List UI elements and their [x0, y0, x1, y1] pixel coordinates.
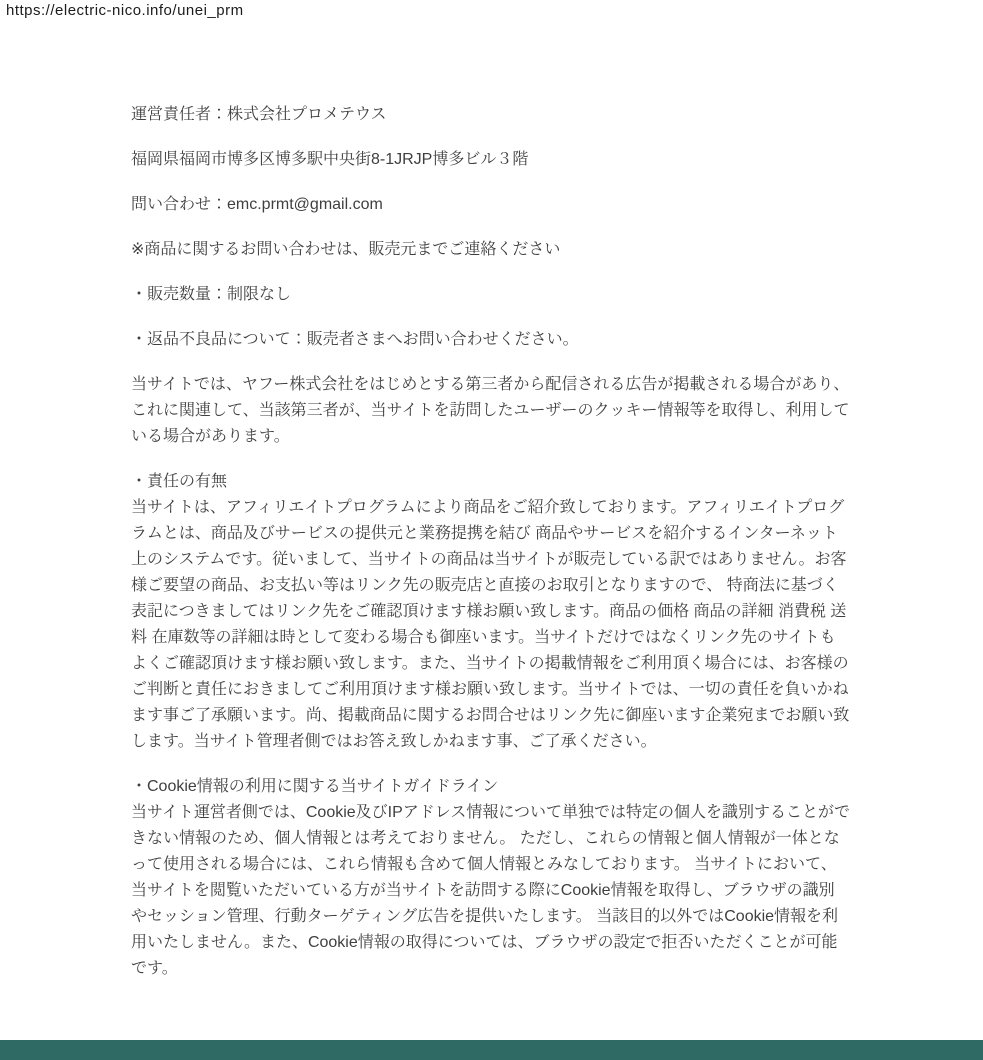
section-responsibility-body: 当サイトは、アフィリエイトプログラムにより商品をご紹介致しております。アフィリエイトプログラムとは、商品及びサービスの提供元と業務提携を結び 商品やサービスを紹介するインターネット上のシステムです。従いまして、当サイトの商品は当サイトが販売している訳ではありません。お客様ご要望の商品、お支払い等はリンク先の販売店と直接のお取引となりますので、 特商法に基づく表記につきましてはリンク先をご確認頂けます様お願い致します。商品の価格 商品の詳細 消費税 送料 在庫数等の詳細は時として変わる場合も御座います。当サイトだけではなくリンク先のサイトもよくご確認頂けます様お願い致します。また、当サイトの掲載情報をご利用頂く場合には、お客様のご判断と責任におきましてご利用頂けます様お願い致します。当サイトでは、一切の責任を負いかねます事ご了承願います。尚、掲載商品に関するお問合せはリンク先に御座います企業宛までお願い致します。当サイト管理者側ではお答え致しかねます事、ご了承ください。	[131, 499, 850, 750]
footer-bar	[0, 1040, 983, 1060]
returns-line: ・返品不良品について：販売者さまへお問い合わせください。	[131, 331, 579, 348]
sales-quantity-line: ・販売数量：制限なし	[131, 286, 292, 303]
ad-disclosure-paragraph: 当サイトでは、ヤフー株式会社をはじめとする第三者から配信される広告が掲載される場合があり、これに関連して、当該第三者が、当サイトを訪問したユーザーのクッキー情報等を取得し、利用している場合があります。	[131, 376, 850, 445]
section-cookie-heading: ・Cookie情報の利用に関する当サイトガイドライン	[131, 778, 499, 795]
page-content	[131, 22, 850, 1001]
product-inquiry-note: ※商品に関するお問い合わせは、販売元までご連絡ください	[131, 241, 561, 258]
section-cookie-body: 当サイト運営者側では、Cookie及びIPアドレス情報について単独では特定の個人を識別することができない情報のため、個人情報とは考えておりません。 ただし、これらの情報と個人情報が一体となって使用される場合には、これら情報も含めて個人情報とみなしております。 当サイトにおいて、当サイトを閲覧いただいている方が当サイトを訪問する際にCookie情報を取得し、ブラウザの識別やセッション管理、行動ターゲティング広告を提供いたします。 当該目的以外ではCookie情報を利用いたしません。また、Cookie情報の取得については、ブラウザの設定で拒否いただくことが可能です。	[131, 804, 851, 977]
section-cookie-guideline	[131, 774, 850, 982]
contact-line: 問い合わせ：emc.prmt@gmail.com	[131, 196, 383, 213]
operator-line: 運営責任者：株式会社プロメテウス	[131, 106, 387, 123]
address-line: 福岡県福岡市博多区博多駅中央街8-1JRJP博多ビル３階	[131, 151, 529, 168]
section-responsibility-heading: ・責任の有無	[131, 473, 228, 490]
browser-url: https://electric-nico.info/unei_prm	[6, 2, 244, 19]
section-responsibility	[131, 469, 850, 755]
